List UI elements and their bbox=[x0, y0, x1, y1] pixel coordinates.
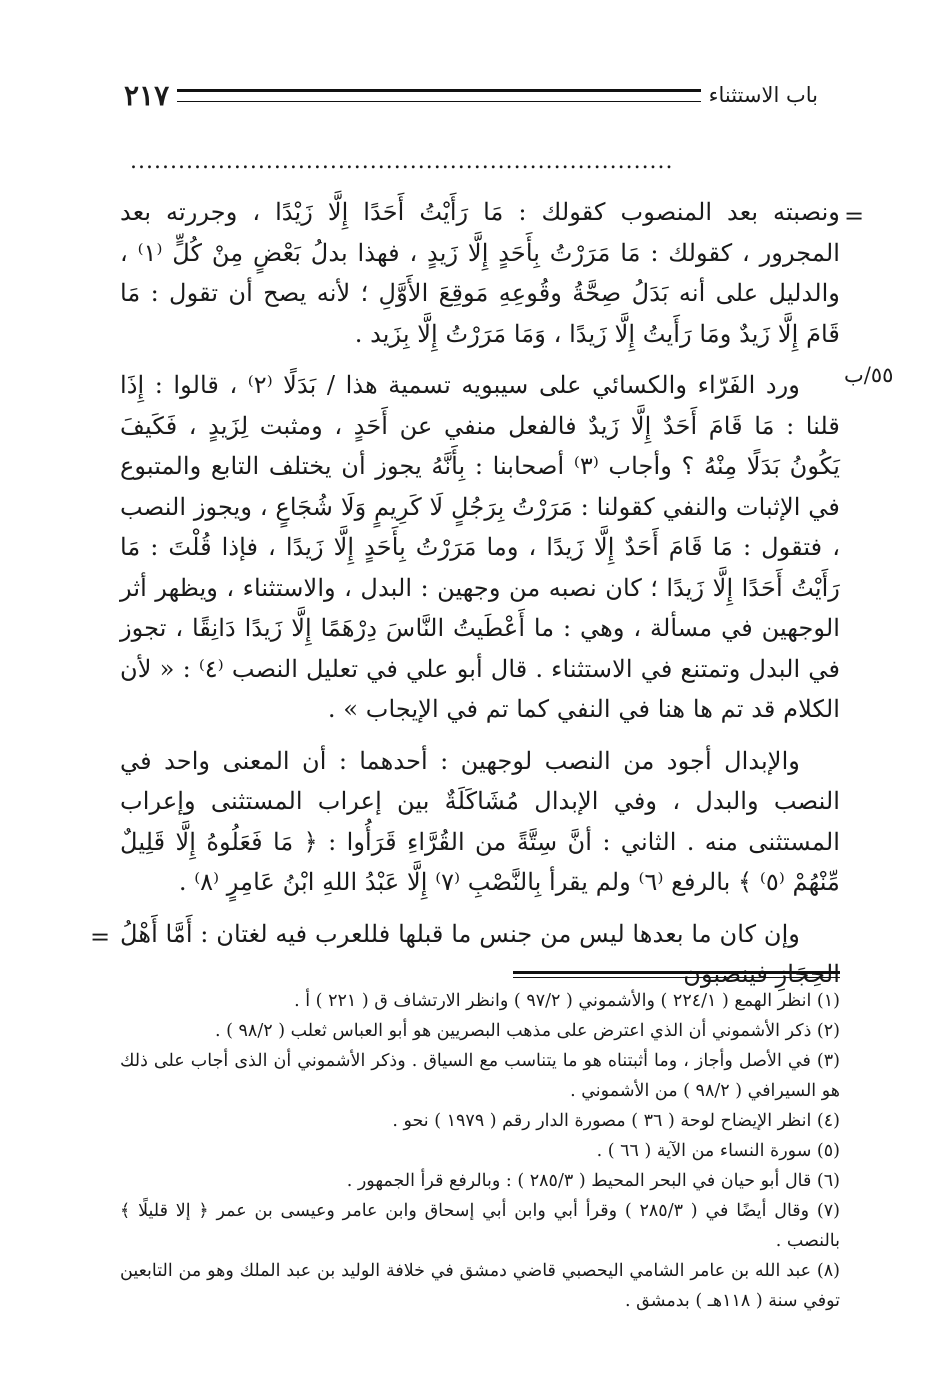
footnotes bbox=[120, 986, 840, 1316]
paragraph-1: ونصبته بعد المنصوب كقولك : مَا رَأَيْتُ أَحَدًا إِلَّا زَيْدًا ، وجررته بعد المجرور ، كقولك : مَا مَرَرْتُ بِأَحَدٍ إِلَّا زَيدٍ ، فهذا بدلُ بَعْضٍ مِنْ كُلٍّ ⁽١⁾ ، والدليل على أنه بَدَلُ صِحَّةُ وقُوعِهِ مَوقِعَ الأَوَّلِ ؛ لأنه يصح أن تقول : مَا قَامَ إِلَّا زَيدٌ ومَا رَأَيتُ إِلَّا زَيدًا ، وَمَا مَرَرْتُ إِلَّا بِزَيد . bbox=[120, 198, 840, 348]
footnote: (٥) سورة النساء من الآية ( ٦٦ ) . bbox=[596, 1141, 840, 1161]
continuation-marker-bottom: = bbox=[90, 923, 111, 951]
paragraph-4: وإن كان ما بعدها ليس من جنس ما قبلها فللعرب فيه لغتان : أَمَّا أَهْلُ الحِجَازِ فينصبون bbox=[120, 919, 840, 988]
footnote: (٤) انظر الإيضاح لوحة ( ٣٦ ) مصورة الدار رقم ( ١٩٧٩ ) نحو . bbox=[392, 1111, 840, 1131]
page-header bbox=[124, 74, 818, 116]
paragraph-3: والإبدال أجود من النصب لوجهين : أحدهما : أن المعنى واحد في النصب والبدل ، وفي الإبدال مُشَاكَلَةٌ بين إعراب المستثنى وإعراب المستثنى منه . الثاني : أنَّ سِتَّةً من القُرَّاءِ قَرَأُوا : ﴿ مَا فَعَلُوهُ إِلَّا قَلِيلٌ مِّنْهُمْ ⁽٥⁾ ﴾ بالرفع ⁽٦⁾ ولم يقرأ بِالنَّصْبِ ⁽٧⁾ إِلَّا عَبْدُ اللهِ ابْنُ عَامِرٍ ⁽٨⁾ . bbox=[120, 746, 840, 896]
main-text bbox=[120, 192, 840, 995]
page-number: ٢١٧ bbox=[124, 78, 170, 112]
footnote: (٨) عبد الله بن عامر الشامي اليحصبي قاضي دمشق في خلافة الوليد بن عبد الملك وهو من التابعين توفي سنة ( ١١٨هـ ) بدمشق . bbox=[120, 1261, 840, 1311]
continuation-marker-top: = bbox=[844, 202, 865, 230]
footnote: (٦) قال أبو حيان في البحر المحيط ( ٢٨٥/٣ ) : وبالرفع قرأ الجمهور . bbox=[346, 1171, 840, 1191]
footnote: (١) انظر الهمع ( ٢٢٤/١ ) والأشموني ( ٩٧/٢ ) وانظر الارتشاف ق ( ٢٢١ ) أ . bbox=[294, 991, 840, 1011]
paragraph-2: ورد الفَرّاء والكسائي على سيبويه تسمية هذا / بَدَلًا ⁽٢⁾ ، قالوا : إِذَا قلنا : مَا قَامَ أَحَدٌ إِلَّا زَيدٌ فالفعل منفي عن أَحَدٍ ، ومثبت لِزَيدٍ ، فَكَيفَ يَكُونُ بَدَلًا مِنْهُ ؟ وأجاب ⁽٣⁾ أصحابنا : بِأَنَّهُ يجوز أن يختلف التابع والمتبوع في الإثبات والنفي كقولنا : مَرَرْتُ بِرَجُلٍ لَا كَرِيمٍ وَلَا شُجَاعٍ ، ويجوز النصب ، فتقول : مَا قَامَ أَحَدٌ إِلَّا زَيدًا ، وما مَرَرْتُ بِأَحَدٍ إِلَّا زَيدًا ، فإذا قُلْتَ : مَا رَأَيْتُ أَحَدًا إِلَّا زَيدًا ؛ كان نصبه من وجهين : البدل ، والاستثناء ، ويظهر أثر الوجهين في مسألة ، وهي : ما أَعْطَيتُ النَّاسَ دِرْهَمًا إِلَّا زَيدًا دَانِقًا ، تجوز في البدل وتمتنع في الاستثناء . قال أبو علي في تعليل النصب ⁽٤⁾ : « لأن الكلام قد تم ها هنا في النفي كما تم في الإيجاب » . bbox=[120, 371, 841, 723]
footnote: (٢) ذكر الأشموني أن الذي اعترض على مذهب البصريين هو أبو العباس ثعلب ( ٩٨/٢ ) . bbox=[215, 1021, 840, 1041]
header-rule bbox=[177, 89, 700, 102]
dotted-separator: .................................................................... bbox=[130, 150, 674, 174]
running-title: باب الاستثناء bbox=[708, 83, 818, 107]
manuscript-folio-marker: ٥٥/ب bbox=[844, 363, 894, 387]
footnote: (٧) وقال أيضًا في ( ٢٨٥/٣ ) وقرأ أبي وابن أبي إسحاق وابن عامر وعيسى بن عمر ﴿ إلا قليلًا ﴾ بالنصب . bbox=[120, 1201, 840, 1251]
footnote: (٣) في الأصل وأجاز ، وما أثبتناه هو ما يتناسب مع السياق . وذكر الأشموني أن الذى أجاب على ذلك هو السيرافي ( ٩٨/٢ ) من الأشموني . bbox=[120, 1051, 840, 1101]
footnote-rule bbox=[513, 971, 840, 978]
